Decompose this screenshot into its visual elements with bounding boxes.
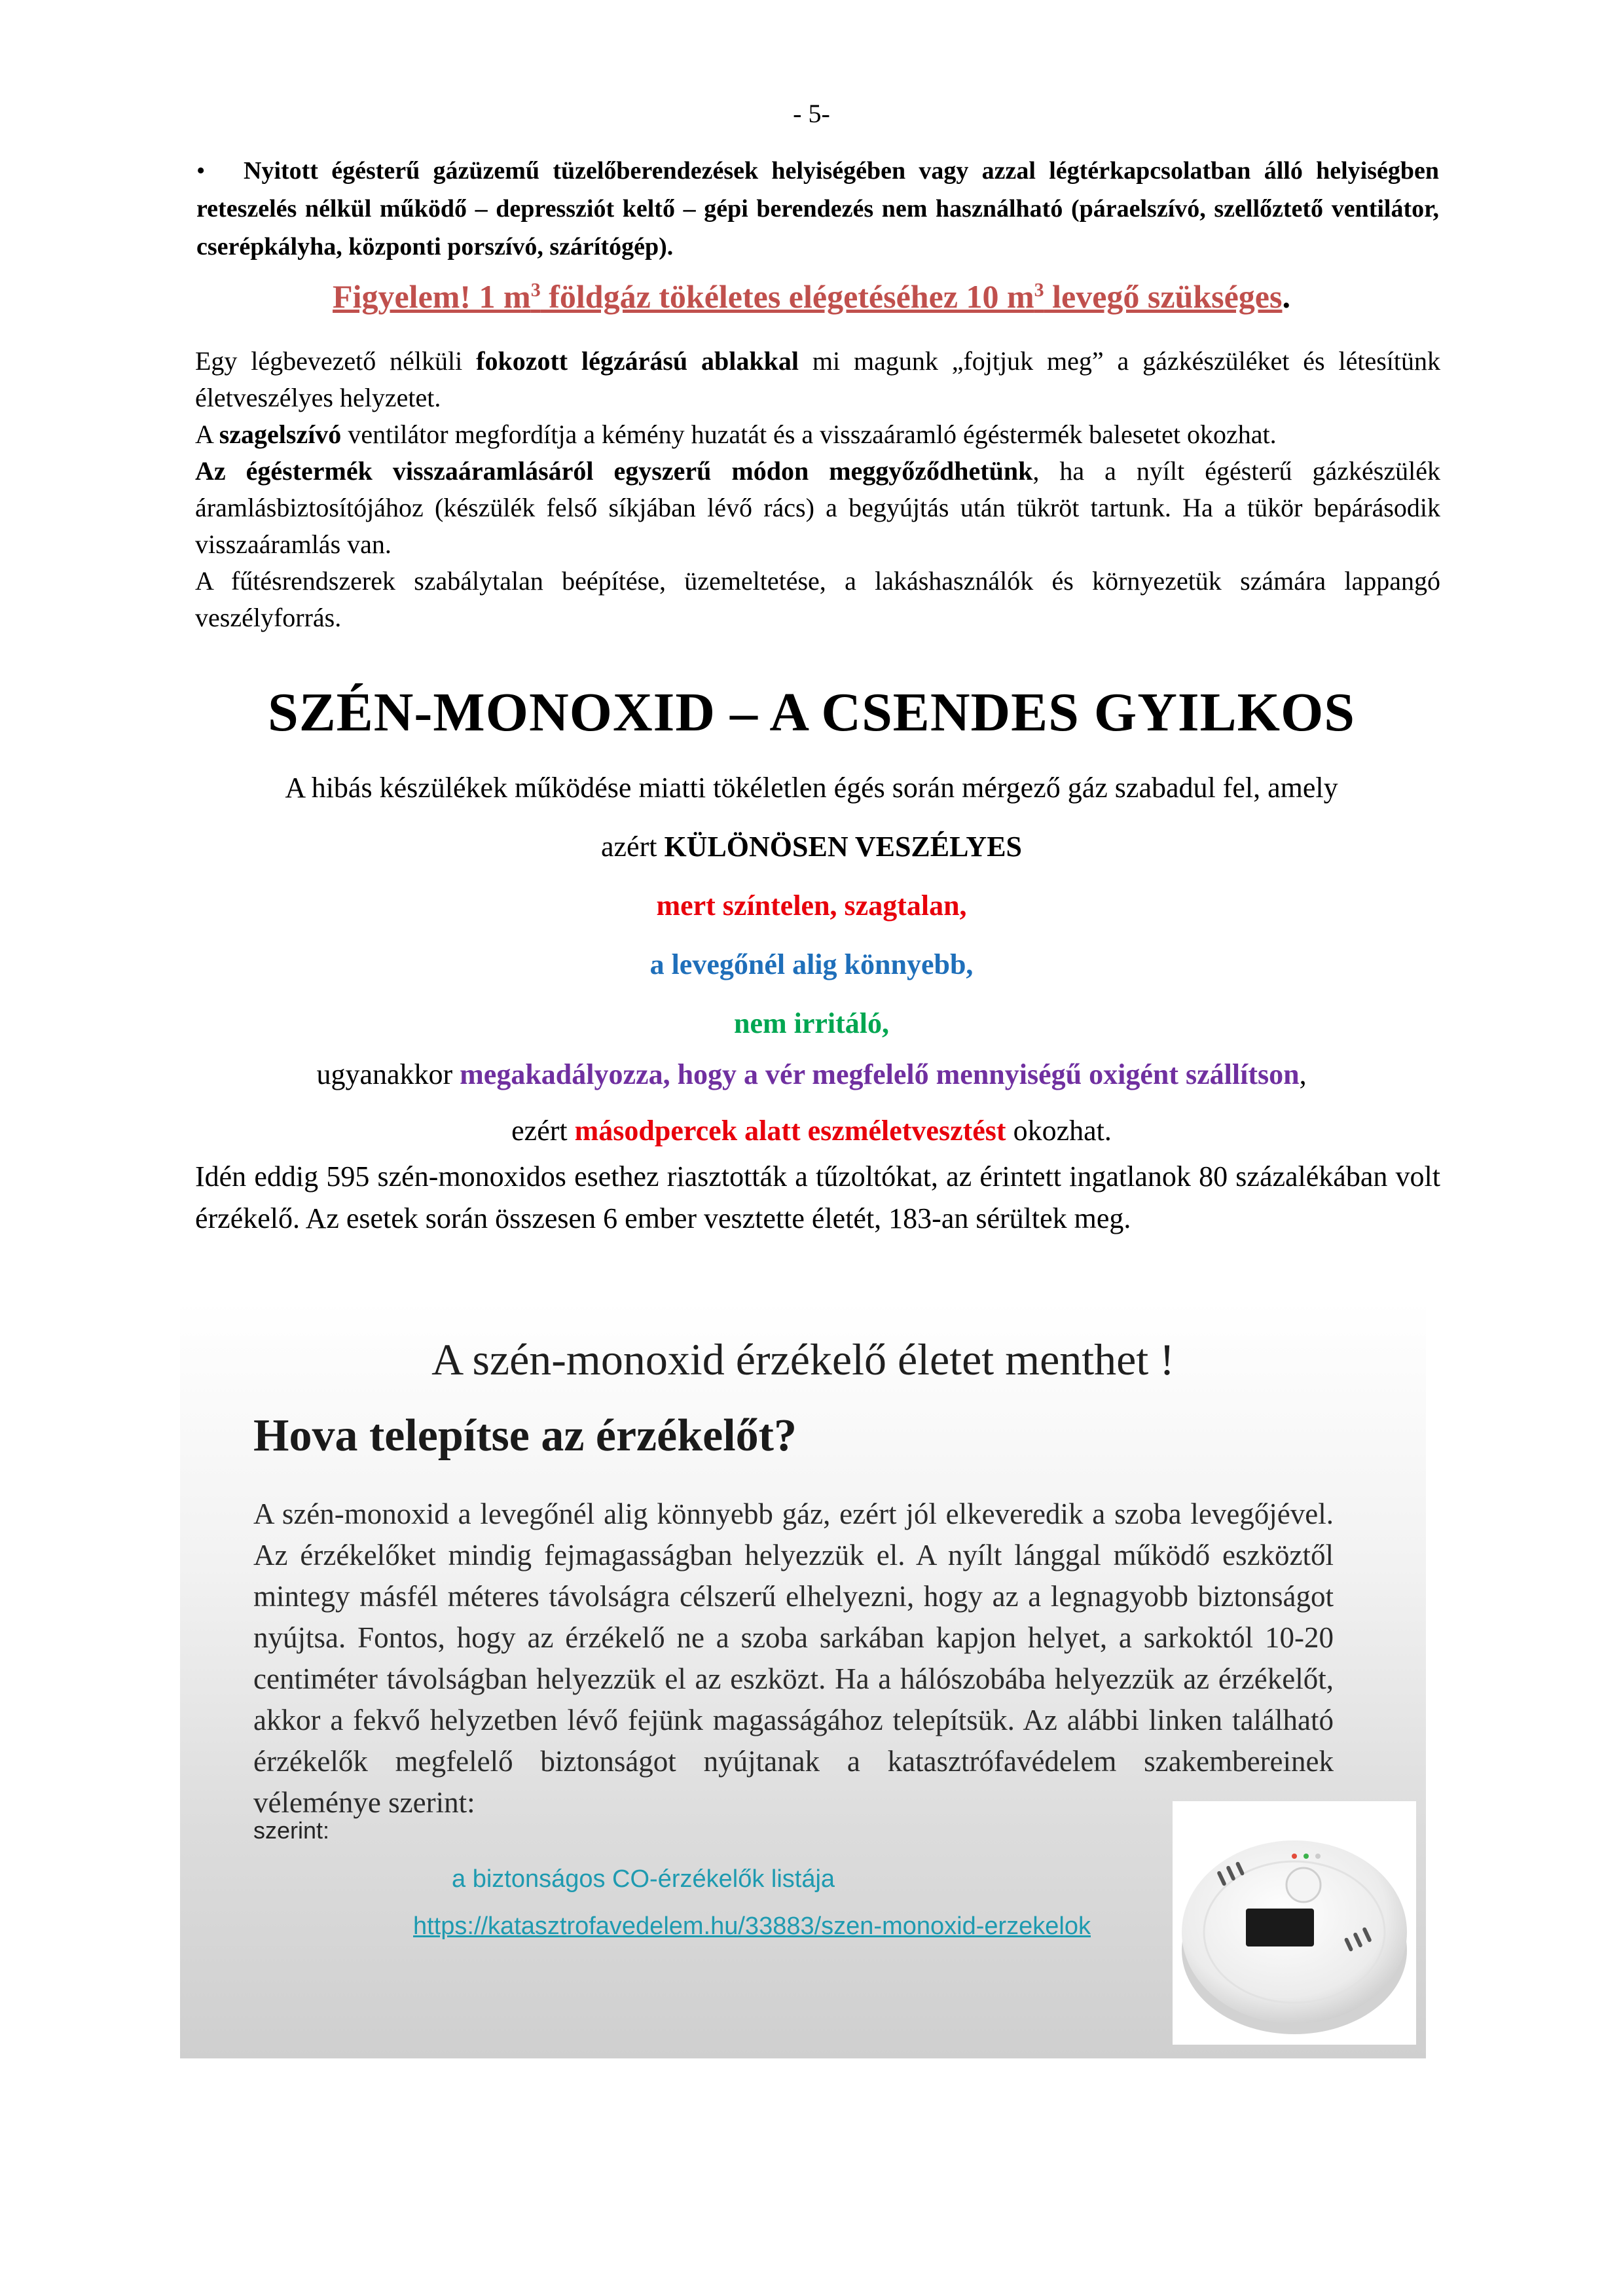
danger-line: azért KÜLÖNÖSEN VESZÉLYES (600, 831, 1023, 863)
panel-title: A szén-monoxid érzékelő életet menthet ! (431, 1335, 1175, 1384)
paragraph-heating: A fűtésrendszerek szabálytalan beépítése, üzemeltetése, a lakáshasználók és környezetük számára lappangó veszélyforrás. (195, 566, 1440, 632)
detector-image (1173, 1801, 1416, 2045)
section-title: SZÉN-MONOXID – A CSENDES GYILKOS (267, 682, 1356, 743)
bullet-text: Nyitott égésterű gázüzemű tüzelőberendezések helyiségében vagy azzal légtérkapcsolatban álló helyiségben reteszelés nélkül működő – depressziót keltő – gépi berendezés nem használható (páraelszívó, szellőztető ventilátor, cserépkályha, központi porszívó, szárítógép). (196, 157, 1439, 260)
paragraph-extractor: A szagelszívó ventilátor megfordítja a kémény huzatát és a visszaáramló égéstermék balesetet okozhat. (195, 420, 1277, 449)
detector-info-panel (180, 1301, 1426, 2058)
property-lighter: a levegőnél alig könnyebb, (649, 948, 974, 980)
property-oxygen: ugyanakkor megakadályozza, hogy a vér megfelelő mennyiségű oxigént szállítson, (316, 1058, 1307, 1090)
statistics-paragraph: Idén eddig 595 szén-monoxidos esethez riasztották a tűzoltókat, az érintett ingatlanok 80 százalékában volt érzékelő. Az esetek során összesen 6 ember vesztette életét, 183-an sérültek meg. (195, 1160, 1440, 1234)
property-nonirritant: nem irritáló, (733, 1007, 890, 1039)
detector-list-link[interactable]: a biztonságos CO-érzékelők listája (452, 1865, 835, 1893)
co-detector-icon (1173, 1801, 1416, 2045)
panel-subtitle: Hova telepítse az érzékelőt? (253, 1410, 797, 1461)
panel-text: A szén-monoxid a levegőnél alig könnyebb gáz, ezért jól elkeveredik a szoba levegőjével. Az érzékelőket mindig fejmagasságban helyezzük el. A nyílt lánggal működő eszköztől mintegy másfél méteres távolságra célszerű elhelyezni, hogy az a legnagyobb biztonságot nyújtsa. Fontos, hogy az érzékelő ne a szoba sarkában kapjon helyet, a sarkoktól 10-20 centiméter távolságban helyezzük el az eszközt. Ha a hálószobába helyezzük az érzékelőt, akkor a fekvő helyzetben lévő fejünk magasságához telepítsük. Az alábbi linken található érzékelők megfelelő biztonságot nyújtanak a katasztrófavédelem szakembereinek véleménye szerint: (253, 1498, 1334, 1819)
detector-url-link[interactable]: https://katasztrofavedelem.hu/33883/szen-monoxid-erzekelok (413, 1912, 1091, 1940)
paragraph-ventilation: Egy légbevezető nélküli fokozott légzárású ablakkal mi magunk „fojtjuk meg” a gázkészüléket és létesítünk életveszélyes helyzetet. (195, 346, 1440, 412)
info-paragraphs (195, 343, 1440, 636)
property-colorless: mert színtelen, szagtalan, (656, 889, 967, 922)
intro-line: A hibás készülékek működése miatti tökéletlen égés során mérgező gáz szabadul fel, amely (285, 772, 1338, 804)
panel-szerint: szerint: (253, 1817, 330, 1844)
bullet-item (196, 152, 1439, 266)
paragraph-backflow: Az égéstermék visszaáramlásáról egyszerű módon meggyőződhetünk, ha a nyílt égésterű gázkészülék áramlásbiztosítójához (készülék felső síkjában lévő rács) a begyújtás után tükröt tartunk. Ha a tükör bepárásodik visszaáramlás van. (195, 456, 1440, 559)
warning-text: Figyelem! 1 $m^3$ földgáz tökéletes elégetéséhez 10 $m^3$ levegő szükséges (333, 278, 1283, 315)
warning-line: Figyelem! 1 $m^3$ földgáz tökéletes elégetéséhez 10 $m^3$ levegő szükséges. (333, 278, 1290, 315)
property-unconscious: ezért másodpercek alatt eszméletvesztést okozhat. (511, 1115, 1112, 1147)
page-number: - 5- (793, 99, 830, 128)
bullet-symbol: • (196, 157, 206, 185)
